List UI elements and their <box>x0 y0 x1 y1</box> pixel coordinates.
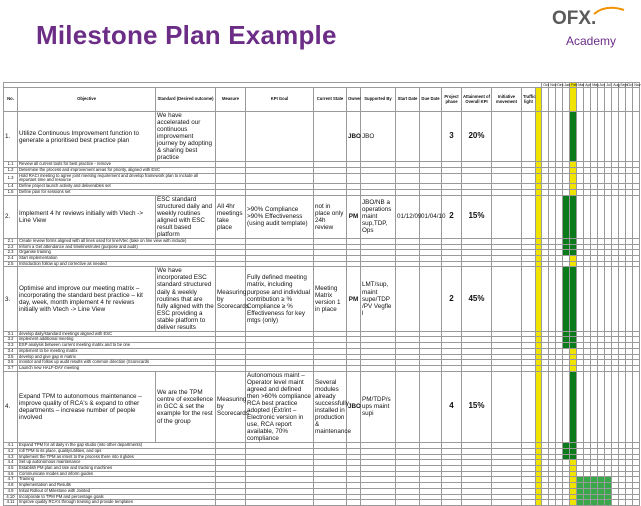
logo-top-text: OFX. <box>552 8 597 29</box>
row-number: 1. <box>4 112 18 162</box>
gantt-cell <box>549 267 556 331</box>
row-standard: ESC standard structured daily and weekly routines aligned with ESC result based platform <box>156 195 216 238</box>
task-number: 4.1 <box>4 443 18 449</box>
gantt-cell <box>591 371 598 442</box>
task-row <box>4 500 640 506</box>
gantt-cell <box>570 371 577 442</box>
task-number: 1.3 <box>4 173 18 183</box>
task-text: develop daily/standard meetings aligned with ESC <box>18 331 216 337</box>
milestone-row <box>4 112 640 162</box>
task-cell <box>492 500 522 506</box>
gantt-cell <box>619 267 626 331</box>
task-number: 1.4 <box>4 184 18 190</box>
task-cell <box>361 500 396 506</box>
gantt-cell <box>626 267 633 331</box>
task-number: 4.5 <box>4 465 18 471</box>
row-current-state <box>314 112 347 162</box>
task-text: implement additional meeting <box>18 337 216 343</box>
gantt-cell <box>619 500 626 506</box>
gantt-cell <box>584 195 591 238</box>
task-row <box>4 173 640 183</box>
gantt-cell <box>556 267 563 331</box>
gantt-cell <box>633 371 640 442</box>
gantt-cell <box>549 173 556 183</box>
row-number: 3. <box>4 267 18 331</box>
task-number: 3.1 <box>4 331 18 337</box>
row-due-date: 01/04/10 <box>420 195 442 238</box>
task-text: Implement the TPM as intent to the process there into it glides <box>18 454 216 460</box>
header-no: No. <box>4 88 18 112</box>
task-text: roll TPM to its place, quality/utilities, and ops <box>18 448 216 454</box>
gantt-cell <box>626 195 633 238</box>
gantt-header-cell <box>633 88 640 112</box>
gantt-cell <box>619 195 626 238</box>
gantt-header-cell <box>605 88 612 112</box>
gantt-cell <box>556 500 563 506</box>
task-text: Start implementation <box>18 255 216 261</box>
gantt-cell <box>612 267 619 331</box>
row-supported-by: PM/TDP/s ups maint supi <box>361 371 396 442</box>
month-label: Nov <box>550 83 557 87</box>
row-measure: All 4hr meetings take place <box>216 195 246 238</box>
task-text: Improve quality RCA's through training and provide templates <box>18 500 216 506</box>
row-measure <box>216 112 246 162</box>
gantt-header-cell <box>584 88 591 112</box>
gantt-cell <box>612 112 619 162</box>
header-project-phase: Project phase <box>442 88 462 112</box>
row-attainment: 15% <box>462 371 492 442</box>
row-owner: PM <box>347 195 361 238</box>
gantt-cell <box>605 371 612 442</box>
gantt-cell <box>626 112 633 162</box>
gantt-cell <box>542 371 549 442</box>
gantt-cell <box>591 500 598 506</box>
month-label: Aug <box>613 83 620 87</box>
gantt-cell <box>633 195 640 238</box>
gantt-cell <box>563 173 570 183</box>
task-text: ESP analysis between current meeting matrix and to be one <box>18 343 216 349</box>
gantt-cell <box>584 371 591 442</box>
gantt-cell <box>591 173 598 183</box>
task-cell <box>347 500 361 506</box>
row-due-date <box>420 267 442 331</box>
month-label: Dec <box>557 83 564 87</box>
gantt-cell <box>633 267 640 331</box>
task-text: Training <box>18 477 216 483</box>
gantt-cell <box>570 173 577 183</box>
task-number: 1.1 <box>4 162 18 168</box>
gantt-header-cell <box>563 88 570 112</box>
logo-swoosh-icon <box>592 6 626 16</box>
row-project-phase: 4 <box>442 371 462 442</box>
gantt-cell <box>605 173 612 183</box>
row-kpi-goal: >90% Compliance >90% Effectiveness (using audit template) <box>246 195 314 238</box>
task-text: Communicate modes and inform guides <box>18 471 216 477</box>
column-header-row <box>4 88 640 112</box>
gantt-cell <box>598 112 605 162</box>
row-start-date: 01/12/09 <box>396 195 420 238</box>
page-title: Milestone Plan Example <box>36 20 337 50</box>
task-text: Expand TPM for all daily in the gap studio (into other departments) <box>18 443 216 449</box>
gantt-cell <box>542 173 549 183</box>
task-cell <box>396 500 420 506</box>
row-objective: Utilize Continuous Improvement function to generate a prioritised best practice plan <box>18 112 156 162</box>
task-text: Define project launch activity and deliverables set <box>18 184 216 190</box>
task-text: Implementation and Results <box>18 483 216 489</box>
row-objective: Implement 4 hr reviews initially with Vtech -> Line View <box>18 195 156 238</box>
row-traffic-light <box>522 371 536 442</box>
gantt-header-cell <box>612 88 619 112</box>
gantt-cell <box>570 267 577 331</box>
header-attainment: Attainment of Overall KPI <box>462 88 492 112</box>
row-project-phase: 3 <box>442 112 462 162</box>
task-cell <box>347 173 361 183</box>
gantt-cell <box>584 267 591 331</box>
task-cell <box>216 500 246 506</box>
gantt-cell <box>598 500 605 506</box>
row-start-date <box>396 112 420 162</box>
milestone-sheet <box>3 82 641 506</box>
task-cell <box>246 173 314 183</box>
gantt-cell <box>577 500 584 506</box>
month-label: Jan <box>564 83 570 87</box>
task-text: Hold RACI meeting to agree joint meeting requirement and develop framework plan to include all important time and resource <box>18 173 216 183</box>
row-measure: Measuring by Scorecards <box>216 371 246 442</box>
gantt-cell <box>570 500 577 506</box>
task-number: 4.9 <box>4 488 18 494</box>
gantt-cell <box>584 500 591 506</box>
task-number: 3.4 <box>4 348 18 354</box>
task-number: 2.1 <box>4 238 18 244</box>
row-objective: Optimise and improve our meeting matrix – incorporating the standard best practice – kit day, week, month implement 4 hr reviews initially with Vtech -> Line View <box>18 267 156 331</box>
task-text: Determine the process and improvement areas for priority, aligned with ESC <box>18 168 216 174</box>
month-label: Nov <box>634 83 641 87</box>
gantt-cell <box>626 371 633 442</box>
gantt-cell <box>577 112 584 162</box>
gantt-cell <box>598 173 605 183</box>
month-label: Oct <box>627 83 633 87</box>
row-standard: We are the TPM centre of excellence in GCC & set the example for the rest of the group <box>156 371 216 442</box>
task-cell <box>462 173 492 183</box>
row-start-date <box>396 267 420 331</box>
month-label: Jun <box>599 83 605 87</box>
gantt-cell <box>633 112 640 162</box>
header-traffic-light: Traffic light <box>522 88 536 112</box>
month-label: Apr <box>585 83 591 87</box>
gantt-cell <box>577 173 584 183</box>
gantt-cell <box>591 195 598 238</box>
logo-bottom-text: Academy <box>566 34 617 48</box>
header-measure: Measure <box>216 88 246 112</box>
header-initiative: Initiative movement <box>492 88 522 112</box>
task-text: develop and give gap in matrix <box>18 354 216 360</box>
gantt-header-cell <box>619 88 626 112</box>
task-cell <box>522 173 536 183</box>
row-traffic-light <box>522 195 536 238</box>
month-label: Feb <box>571 83 578 87</box>
row-due-date <box>420 371 442 442</box>
header-objective: Objective <box>18 88 156 112</box>
gantt-header-cell <box>549 88 556 112</box>
task-text: Introduction follow up and corrective as needed <box>18 261 216 267</box>
month-label: Mar <box>578 83 585 87</box>
row-measure: Measuring by Scorecards <box>216 267 246 331</box>
task-number: 1.5 <box>4 189 18 195</box>
gantt-cell <box>633 500 640 506</box>
task-cell <box>216 173 246 183</box>
task-cell <box>314 500 347 506</box>
milestone-table <box>3 82 640 506</box>
row-owner: PM <box>347 267 361 331</box>
row-traffic-light <box>522 267 536 331</box>
month-label: Sept <box>620 83 628 87</box>
gantt-cell <box>556 195 563 238</box>
row-standard: We have incorporated ESC standard structured daily & weekly routines that are fully aligned with the ESC providing a stable platform to deliver results <box>157 267 214 331</box>
task-text: Initial Rollout of Milestone with Jointed <box>18 488 216 494</box>
gantt-cell <box>542 112 549 162</box>
row-current-state: not in place only 24h review <box>314 195 347 238</box>
gantt-header-cell <box>591 88 598 112</box>
gantt-cell <box>619 173 626 183</box>
row-objective: Expand TPM to autonomous maintenance – improve quality of RCA's & expand to other departments – increase number of people involved <box>18 371 156 442</box>
row-number: 2. <box>4 195 18 238</box>
gantt-cell <box>549 371 556 442</box>
gantt-header-cell <box>626 88 633 112</box>
task-number: 2.5 <box>4 261 18 267</box>
task-cell <box>246 500 314 506</box>
gantt-cell <box>612 500 619 506</box>
header-owner: Owner <box>347 88 361 112</box>
task-number: 4.3 <box>4 454 18 460</box>
month-label: May <box>592 83 599 87</box>
task-number: 4.11 <box>4 500 18 506</box>
gantt-cell <box>542 500 549 506</box>
gantt-cell <box>563 267 570 331</box>
task-text: monitor and follow up audit results with common direction (Scorecards <box>18 360 216 366</box>
row-supported-by: JBO/NB a operations maint sup,TDP, Ops <box>361 195 396 238</box>
task-text: implement to be meeting matrix <box>18 348 216 354</box>
task-text: Inform a Get attendance and timelines/rules (purpose and audit) <box>18 244 216 250</box>
gantt-cell <box>626 173 633 183</box>
row-number: 4. <box>4 371 18 442</box>
task-number: 3.6 <box>4 360 18 366</box>
task-number: 1.2 <box>4 168 18 174</box>
task-number: 3.5 <box>4 354 18 360</box>
task-text: Review all current tools for best practice - remove <box>18 162 216 168</box>
gantt-cell <box>612 371 619 442</box>
gantt-cell <box>549 112 556 162</box>
gantt-cell <box>577 195 584 238</box>
row-kpi-goal: Fully defined meeting matrix, including purpose and individual contribution ≥ % Compliance ≥ % Effectiveness for key mtgs (only) <box>246 267 314 331</box>
row-supported-by: JBO <box>361 112 396 162</box>
gantt-cell <box>584 173 591 183</box>
gantt-cell <box>570 112 577 162</box>
row-attainment: 15% <box>462 195 492 238</box>
row-project-phase: 2 <box>442 267 462 331</box>
row-attainment: 45% <box>462 267 492 331</box>
task-cell <box>420 173 442 183</box>
gantt-cell <box>577 267 584 331</box>
gantt-cell <box>563 500 570 506</box>
gantt-cell <box>584 112 591 162</box>
task-cell <box>442 173 462 183</box>
row-kpi-goal <box>246 112 314 162</box>
header-due-date: Due Date <box>420 88 442 112</box>
gantt-cell <box>605 195 612 238</box>
row-initiative <box>492 112 522 162</box>
header-start-date: Start Date <box>396 88 420 112</box>
gantt-cell <box>598 371 605 442</box>
gantt-cell <box>612 173 619 183</box>
row-start-date <box>396 371 420 442</box>
task-number: 2.3 <box>4 250 18 256</box>
row-initiative <box>492 267 522 331</box>
row-current-state: Several modules already successfully installed in production & maintenance <box>314 371 347 442</box>
task-cell <box>462 500 492 506</box>
gantt-cell <box>563 195 570 238</box>
gantt-cell <box>591 267 598 331</box>
gantt-header-cell <box>570 88 577 112</box>
gantt-cell <box>605 500 612 506</box>
task-text: Establish PM plan and rate and tracking machines <box>18 465 216 471</box>
gantt-cell <box>619 371 626 442</box>
task-text: Launch new HALF-DAY meeting <box>18 366 216 372</box>
gantt-cell <box>591 112 598 162</box>
task-cell <box>361 173 396 183</box>
month-label: Jul <box>606 83 611 87</box>
row-project-phase: 2 <box>442 195 462 238</box>
gantt-cell <box>549 195 556 238</box>
gantt-cell <box>563 112 570 162</box>
row-supported-by: LMT/sup, maint supe/TDP /PV Vegfle l <box>361 267 396 331</box>
row-due-date <box>420 112 442 162</box>
task-text: Organise training <box>18 250 216 256</box>
gantt-header-cell <box>577 88 584 112</box>
task-number: 3.7 <box>4 366 18 372</box>
gantt-cell <box>598 267 605 331</box>
row-attainment: 20% <box>462 112 492 162</box>
task-cell <box>492 173 522 183</box>
gantt-cell <box>605 112 612 162</box>
month-label: Oct <box>543 83 549 87</box>
gantt-cell <box>633 173 640 183</box>
task-cell <box>522 500 536 506</box>
gantt-header-cell <box>598 88 605 112</box>
task-number: 3.2 <box>4 337 18 343</box>
row-initiative <box>492 195 522 238</box>
task-number: 2.4 <box>4 255 18 261</box>
task-number: 2.2 <box>4 244 18 250</box>
gantt-cell <box>626 500 633 506</box>
task-cell <box>442 500 462 506</box>
gantt-cell <box>605 267 612 331</box>
gantt-cell <box>542 267 549 331</box>
ofx-academy-logo <box>552 6 632 56</box>
gantt-cell <box>556 371 563 442</box>
task-number: 4.2 <box>4 448 18 454</box>
task-number: 4.6 <box>4 471 18 477</box>
task-number: 4.7 <box>4 477 18 483</box>
task-text: Create review forms aligned with all lines used for line/Vtec (take on line view with include) <box>18 238 216 244</box>
milestone-row <box>4 195 640 238</box>
task-number: 4.8 <box>4 483 18 489</box>
gantt-cell <box>549 500 556 506</box>
gantt-header-cell <box>542 88 549 112</box>
row-owner: JBO <box>347 112 361 162</box>
gantt-cell <box>570 195 577 238</box>
milestone-row <box>4 267 640 331</box>
task-text: Define plan for sessions set <box>18 189 216 195</box>
milestone-row <box>4 371 640 442</box>
gantt-cell <box>563 371 570 442</box>
header-standard: Standard (Desired outcome) <box>156 88 216 112</box>
task-cell <box>396 173 420 183</box>
task-text: Set up autonomous maintenance <box>18 460 216 466</box>
header-supported-by: Supported By <box>361 88 396 112</box>
row-initiative <box>492 371 522 442</box>
task-number: 4.10 <box>4 494 18 500</box>
task-number: 3.3 <box>4 343 18 349</box>
row-kpi-goal: Autonomous maint – Operator level maint agreed and defined then >60% compliance RCA best practice adopted (Ext/int – Electronic version in use, RCA report available, 70% compliance <box>246 371 314 442</box>
task-cell <box>420 500 442 506</box>
row-owner: JBO <box>347 371 361 442</box>
gantt-header-cell <box>556 88 563 112</box>
gantt-cell <box>556 112 563 162</box>
header-current-state: Current State <box>314 88 347 112</box>
gantt-cell <box>577 371 584 442</box>
header-kpi-goal: KPI Goal <box>246 88 314 112</box>
row-current-state: Meeting Matrix version 1 in place <box>314 267 347 331</box>
task-text: Incorporate to TPM PM and percentage goals <box>18 494 216 500</box>
gantt-cell <box>542 195 549 238</box>
gantt-cell <box>619 112 626 162</box>
task-cell <box>314 173 347 183</box>
gantt-cell <box>598 195 605 238</box>
row-traffic-light <box>522 112 536 162</box>
gantt-cell <box>556 173 563 183</box>
gantt-cell <box>612 195 619 238</box>
task-number: 4.4 <box>4 460 18 466</box>
row-standard: We have accelerated our continuous improvement journey by adopting & sharing best practice <box>156 112 216 162</box>
